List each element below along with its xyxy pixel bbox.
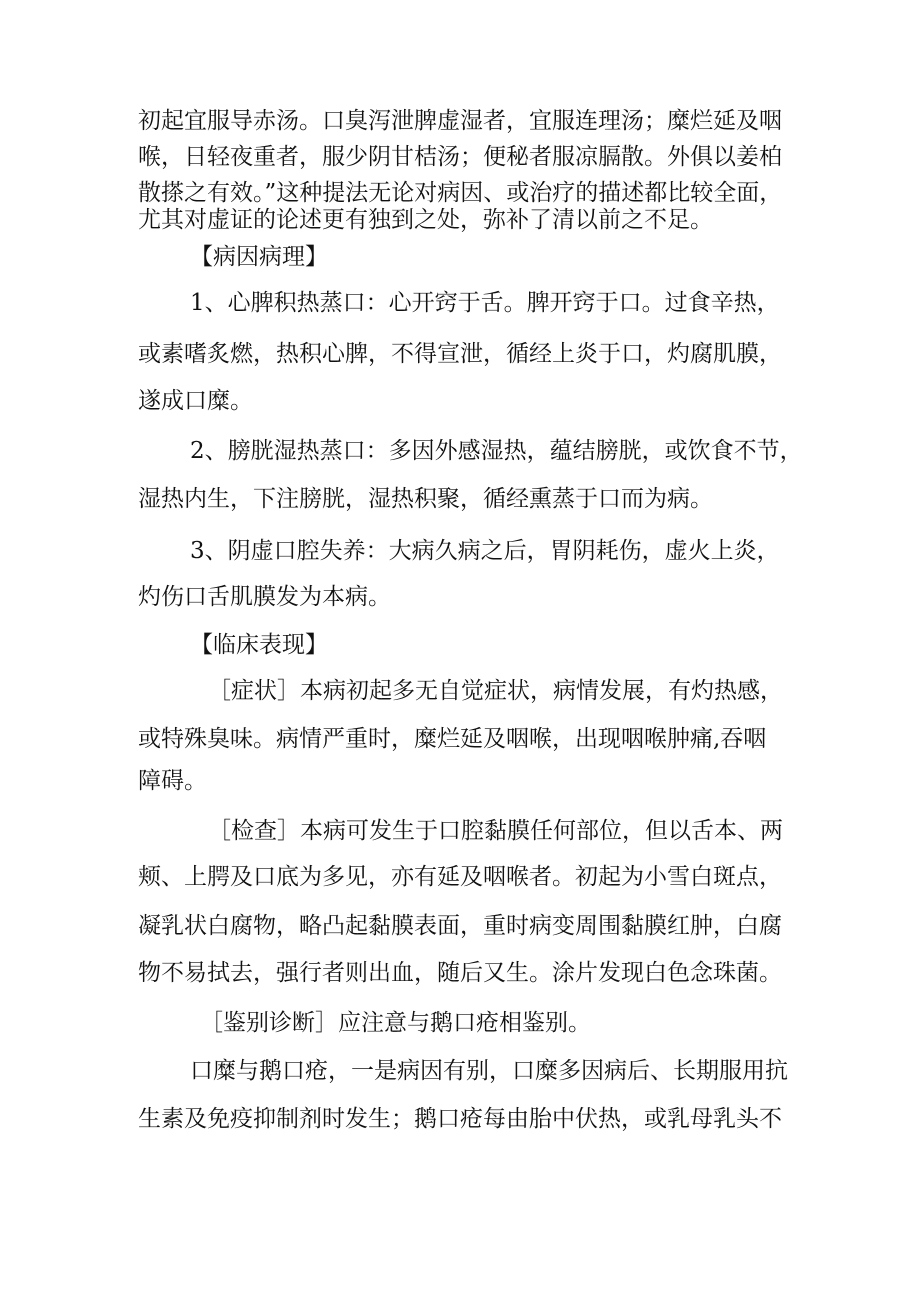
etiology-item-1-line: 1、心脾积热蒸口：心开窍于舌。脾开窍于口。过食辛热， bbox=[190, 290, 780, 316]
etiology-item-1-line: 或素嗜炙燃，热积心脾，不得宣泄，循经上炎于口，灼腐肌膜， bbox=[138, 341, 782, 367]
section-heading-clinical: 【临床表现】 bbox=[190, 632, 328, 658]
exam-line: 颊、上腭及口底为多见，亦有延及咽喉者。初起为小雪白斑点， bbox=[138, 864, 782, 890]
symptoms-line: ［症状］本病初起多无自觉症状，病情发展，有灼热感， bbox=[208, 678, 783, 704]
intro-line: 尤其对虚证的论述更有独到之处，弥补了清以前之不足。 bbox=[138, 207, 713, 233]
intro-line: 散搽之有效。”这种提法无论对病因、或治疗的描述都比较全面， bbox=[138, 180, 783, 206]
exam-line: ［检查］本病可发生于口腔黏膜任何部位，但以舌本、两 bbox=[208, 818, 783, 844]
compare-line: 口糜与鹅口疮，一是病因有别，口糜多因病后、长期服用抗 bbox=[190, 1058, 788, 1084]
compare-line: 生素及免疫抑制剂时发生；鹅口疮每由胎中伏热，或乳母乳头不 bbox=[138, 1106, 782, 1132]
etiology-item-3-line: 3、阴虚口腔失养：大病久病之后，胃阴耗伤，虚火上炎， bbox=[190, 538, 780, 564]
symptoms-line: 或特殊臭味。病情严重时，糜烂延及咽喉，出现咽喉肿痛,吞咽 bbox=[138, 726, 767, 752]
intro-line: 喉，日轻夜重者，服少阴甘桔汤；便秘者服凉膈散。外俱以姜柏 bbox=[138, 144, 782, 170]
etiology-item-3-line: 灼伤口舌肌膜发为本病。 bbox=[138, 584, 391, 610]
intro-line: 初起宜服导赤汤。口臭泻泄脾虚湿者，宜服连理汤；糜烂延及咽 bbox=[138, 108, 782, 134]
etiology-item-1-line: 遂成口糜。 bbox=[138, 388, 253, 414]
symptoms-line: 障碍。 bbox=[138, 768, 207, 794]
exam-line: 凝乳状白腐物，略凸起黏膜表面，重时病变周围黏膜红肿，白腐 bbox=[138, 913, 782, 939]
etiology-item-2-line: 2、膀胱湿热蒸口：多因外感湿热，蕴结膀胱，或饮食不节， bbox=[190, 438, 803, 464]
exam-line: 物不易拭去，强行者则出血，随后又生。涂片发现白色念珠菌。 bbox=[138, 960, 782, 986]
etiology-item-2-line: 湿热内生，下注膀胱，湿热积聚，循经熏蒸于口而为病。 bbox=[138, 486, 713, 512]
section-heading-etiology: 【病因病理】 bbox=[190, 244, 328, 270]
diagnosis-line: ［鉴别诊断］应注意与鹅口疮相鉴别。 bbox=[200, 1010, 591, 1036]
